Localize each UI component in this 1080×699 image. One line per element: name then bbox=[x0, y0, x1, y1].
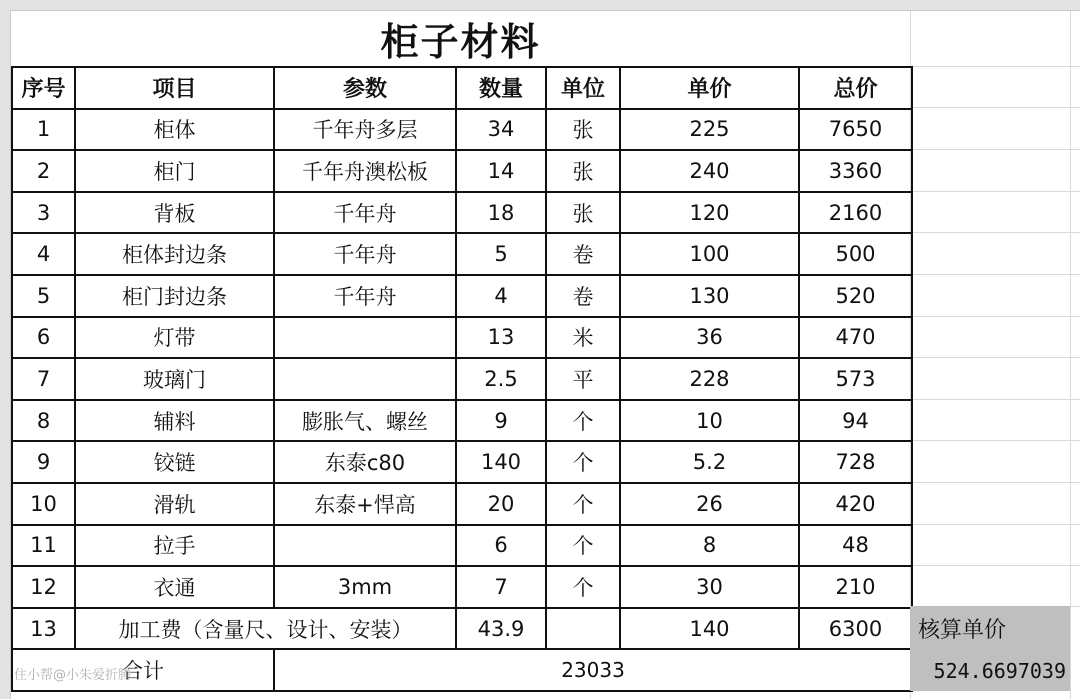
cell-qty[interactable]: 34 bbox=[456, 109, 546, 151]
cell-no[interactable]: 9 bbox=[12, 441, 75, 483]
cell-item[interactable]: 柜体封边条 bbox=[75, 233, 274, 275]
cell-param[interactable] bbox=[274, 525, 456, 567]
cell-price[interactable]: 140 bbox=[620, 608, 799, 650]
unit-cost-label[interactable]: 核算单价 bbox=[910, 606, 1070, 651]
cell-price[interactable]: 30 bbox=[620, 566, 799, 608]
cell-unit[interactable]: 卷 bbox=[546, 275, 620, 317]
cell-param[interactable] bbox=[274, 358, 456, 400]
cell-unit[interactable]: 米 bbox=[546, 317, 620, 359]
total-label[interactable]: 合计 bbox=[12, 649, 274, 691]
table-row-processing-fee bbox=[12, 608, 912, 650]
cell-item[interactable]: 玻璃门 bbox=[75, 358, 274, 400]
cell-param[interactable] bbox=[274, 317, 456, 359]
cell-total[interactable]: 520 bbox=[799, 275, 912, 317]
cell-total[interactable]: 3360 bbox=[799, 150, 912, 192]
cell-qty[interactable]: 20 bbox=[456, 483, 546, 525]
cell-no[interactable]: 2 bbox=[12, 150, 75, 192]
cell-no[interactable]: 10 bbox=[12, 483, 75, 525]
cell-qty[interactable]: 9 bbox=[456, 400, 546, 442]
table-row bbox=[12, 441, 912, 483]
cell-qty[interactable]: 6 bbox=[456, 525, 546, 567]
cell-param[interactable]: 千年舟多层 bbox=[274, 109, 456, 151]
cell-total[interactable]: 48 bbox=[799, 525, 912, 567]
cell-qty[interactable]: 43.9 bbox=[456, 608, 546, 650]
materials-table bbox=[11, 66, 913, 692]
cell-no[interactable]: 12 bbox=[12, 566, 75, 608]
cell-total[interactable]: 94 bbox=[799, 400, 912, 442]
cell-total[interactable]: 470 bbox=[799, 317, 912, 359]
header-cell-unit[interactable]: 单位 bbox=[546, 67, 620, 109]
header-cell-total[interactable]: 总价 bbox=[799, 67, 912, 109]
cell-total[interactable]: 2160 bbox=[799, 192, 912, 234]
table-row bbox=[12, 566, 912, 608]
cell-no[interactable]: 5 bbox=[12, 275, 75, 317]
header-cell-qty[interactable]: 数量 bbox=[456, 67, 546, 109]
sheet-title: 柜子材料 bbox=[380, 20, 541, 64]
cell-total[interactable]: 573 bbox=[799, 358, 912, 400]
unit-cost-value[interactable]: 524.6697039 bbox=[910, 651, 1070, 691]
cell-total[interactable]: 6300 bbox=[799, 608, 912, 650]
cell-total[interactable]: 210 bbox=[799, 566, 912, 608]
cell-price[interactable]: 8 bbox=[620, 525, 799, 567]
cell-param[interactable]: 千年舟 bbox=[274, 192, 456, 234]
cell-item[interactable]: 柜体 bbox=[75, 109, 274, 151]
cell-unit[interactable]: 个 bbox=[546, 566, 620, 608]
cell-total[interactable]: 728 bbox=[799, 441, 912, 483]
header-row bbox=[12, 67, 912, 109]
cell-total[interactable]: 500 bbox=[799, 233, 912, 275]
cell-no[interactable]: 11 bbox=[12, 525, 75, 567]
cell-unit[interactable]: 个 bbox=[546, 525, 620, 567]
cell-item[interactable]: 柜门 bbox=[75, 150, 274, 192]
cell-qty[interactable]: 140 bbox=[456, 441, 546, 483]
cell-unit[interactable]: 个 bbox=[546, 400, 620, 442]
cell-param[interactable]: 膨胀气、螺丝 bbox=[274, 400, 456, 442]
cell-no[interactable]: 1 bbox=[12, 109, 75, 151]
cell-param[interactable]: 东泰+悍高 bbox=[274, 483, 456, 525]
cell-param[interactable]: 东泰c80 bbox=[274, 441, 456, 483]
cell-item[interactable]: 拉手 bbox=[75, 525, 274, 567]
table-row bbox=[12, 109, 912, 151]
cell-qty[interactable]: 2.5 bbox=[456, 358, 546, 400]
watermark-text: 住小帮@小朱爱折腾 bbox=[14, 668, 132, 683]
cell-param[interactable]: 千年舟 bbox=[274, 275, 456, 317]
cell-no[interactable]: 6 bbox=[12, 317, 75, 359]
cell-item[interactable]: 铰链 bbox=[75, 441, 274, 483]
cell-qty[interactable]: 5 bbox=[456, 233, 546, 275]
total-row bbox=[12, 649, 912, 691]
row-header-strip bbox=[0, 10, 11, 699]
cell-qty[interactable]: 18 bbox=[456, 192, 546, 234]
cell-total[interactable]: 7650 bbox=[799, 109, 912, 151]
cell-unit[interactable]: 个 bbox=[546, 441, 620, 483]
header-cell-item[interactable]: 项目 bbox=[75, 67, 274, 109]
cell-price[interactable]: 130 bbox=[620, 275, 799, 317]
table-row bbox=[12, 358, 912, 400]
table-row bbox=[12, 400, 912, 442]
cell-no[interactable]: 4 bbox=[12, 233, 75, 275]
cell-qty[interactable]: 14 bbox=[456, 150, 546, 192]
cell-total[interactable]: 420 bbox=[799, 483, 912, 525]
table-row bbox=[12, 525, 912, 567]
cell-price[interactable]: 100 bbox=[620, 233, 799, 275]
cell-no[interactable]: 3 bbox=[12, 192, 75, 234]
cell-param[interactable]: 3mm bbox=[274, 566, 456, 608]
cell-qty[interactable]: 7 bbox=[456, 566, 546, 608]
cell-unit[interactable]: 张 bbox=[546, 109, 620, 151]
cell-unit[interactable]: 个 bbox=[546, 483, 620, 525]
cell-price[interactable]: 120 bbox=[620, 192, 799, 234]
cell-item[interactable]: 柜门封边条 bbox=[75, 275, 274, 317]
table-row bbox=[12, 483, 912, 525]
header-cell-param[interactable]: 参数 bbox=[274, 67, 456, 109]
table-row bbox=[12, 233, 912, 275]
cell-price[interactable]: 240 bbox=[620, 150, 799, 192]
cell-param[interactable]: 千年舟澳松板 bbox=[274, 150, 456, 192]
table-row bbox=[12, 275, 912, 317]
cell-param[interactable]: 千年舟 bbox=[274, 233, 456, 275]
table-row bbox=[12, 192, 912, 234]
cell-item[interactable]: 灯带 bbox=[75, 317, 274, 359]
column-header-strip bbox=[0, 0, 1080, 11]
cell-unit[interactable] bbox=[546, 608, 620, 650]
cell-price[interactable]: 228 bbox=[620, 358, 799, 400]
cell-item[interactable]: 滑轨 bbox=[75, 483, 274, 525]
cell-unit[interactable]: 张 bbox=[546, 192, 620, 234]
cell-unit[interactable]: 卷 bbox=[546, 233, 620, 275]
total-value[interactable]: 23033 bbox=[274, 649, 912, 691]
cell-unit[interactable]: 张 bbox=[546, 150, 620, 192]
table-row bbox=[12, 317, 912, 359]
cell-unit[interactable]: 平 bbox=[546, 358, 620, 400]
cell-item[interactable]: 背板 bbox=[75, 192, 274, 234]
cell-price[interactable]: 26 bbox=[620, 483, 799, 525]
cell-item[interactable]: 辅料 bbox=[75, 400, 274, 442]
cell-no[interactable]: 8 bbox=[12, 400, 75, 442]
cell-price[interactable]: 10 bbox=[620, 400, 799, 442]
cell-price[interactable]: 36 bbox=[620, 317, 799, 359]
cell-item[interactable]: 衣通 bbox=[75, 566, 274, 608]
cell-qty[interactable]: 13 bbox=[456, 317, 546, 359]
cell-no[interactable]: 7 bbox=[12, 358, 75, 400]
cell-no[interactable]: 13 bbox=[12, 608, 75, 650]
cell-item[interactable]: 加工费（含量尺、设计、安装） bbox=[75, 608, 456, 650]
table-row bbox=[12, 150, 912, 192]
header-cell-no[interactable]: 序号 bbox=[12, 67, 75, 109]
cell-price[interactable]: 5.2 bbox=[620, 441, 799, 483]
header-cell-price[interactable]: 单价 bbox=[620, 67, 799, 109]
cell-price[interactable]: 225 bbox=[620, 109, 799, 151]
cell-qty[interactable]: 4 bbox=[456, 275, 546, 317]
